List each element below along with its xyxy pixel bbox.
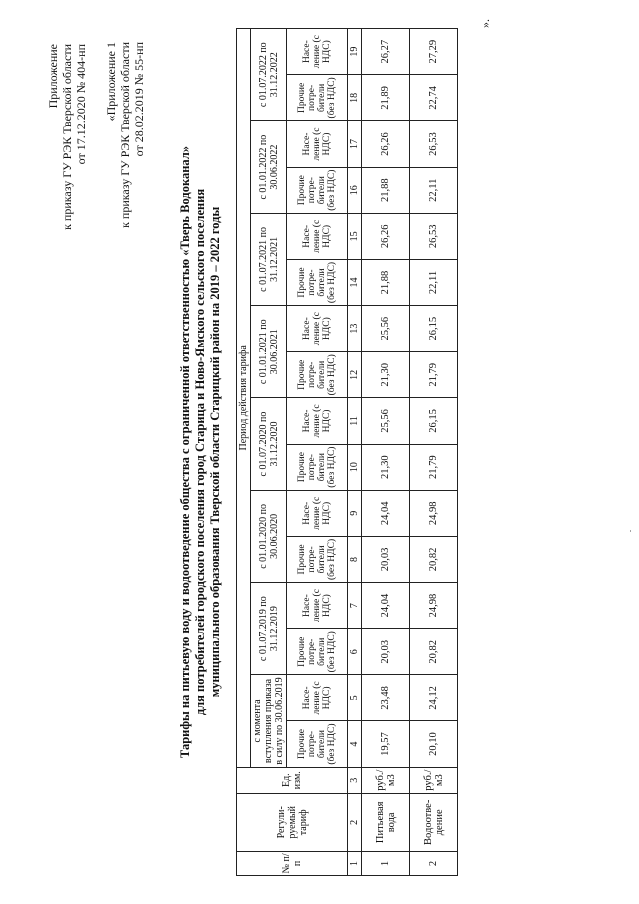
column-number: 15 [348,213,362,259]
closing-quote: ». [478,19,492,28]
period-header: с 01.07.2020 по 31.12.2020 [251,398,287,490]
table-row [410,29,458,876]
previous-appendix-block [104,42,146,344]
row-number: 1 [362,851,410,875]
column-number: 1 [348,851,362,875]
title-line: Тарифы на питьевую воду и водоотведение общества с ограниченной ответственностью «Тверь Водоканал» [178,145,192,759]
appendix-line: от 28.02.2019 № 55-нп [132,42,146,157]
sub-header-other: Прочие потре-бители (без НДС) [287,536,348,582]
sub-header-population: Насе-ление (с НДС) [287,306,348,352]
period-header: с 01.01.2022 по 30.06.2022 [251,121,287,213]
sub-header-population: Насе-ление (с НДС) [287,213,348,259]
table-cell: 21,88 [362,167,410,213]
sub-header-other: Прочие потре-бители (без НДС) [287,721,348,767]
column-number: 16 [348,167,362,213]
table-cell: 24,04 [362,583,410,629]
appendix-line: от 17.12.2020 № 404-нп [74,44,88,165]
sub-header-population: Насе-ление (с НДС) [287,583,348,629]
table-cell: 22,11 [410,167,458,213]
column-number: 3 [348,767,362,793]
sub-header-other: Прочие потре-бители (без НДС) [287,75,348,121]
table-cell: 20,03 [362,536,410,582]
column-number: 18 [348,75,362,121]
row-tariff-name: Водоотве-дение [410,793,458,851]
table-cell: 21,79 [410,352,458,398]
appendix-block [46,44,88,344]
table-cell: 24,98 [410,583,458,629]
table-cell: 23,48 [362,675,410,721]
column-number: 4 [348,721,362,767]
table-cell: 25,56 [362,306,410,352]
row-number: 2 [410,851,458,875]
table-cell: 26,53 [410,213,458,259]
sub-header-other: Прочие потре-бители (без НДС) [287,259,348,305]
column-number-row [348,29,362,876]
sub-header-other: Прочие потре-бители (без НДС) [287,167,348,213]
table-cell: 24,12 [410,675,458,721]
table-cell: 21,30 [362,444,410,490]
table-cell: 20,10 [410,721,458,767]
header-unit: Ед. изм. [237,767,348,793]
table-cell: 21,79 [410,444,458,490]
column-number: 19 [348,29,362,75]
table-cell: 26,27 [362,29,410,75]
table-cell: 26,15 [410,398,458,444]
table-cell: 25,56 [362,398,410,444]
period-header: с 01.01.2020 по 30.06.2020 [251,490,287,582]
sub-header-population: Насе-ление (с НДС) [287,29,348,75]
header-number: № п/п [237,851,348,875]
header-period: Период действия тарифа [237,29,251,768]
sub-header-population: Насе-ление (с НДС) [287,675,348,721]
document-title [178,0,223,904]
period-header: с 01.07.2021 по 31.12.2021 [251,213,287,305]
sub-header-other: Прочие потре-бители (без НДС) [287,629,348,675]
row-unit: руб./ м3 [410,767,458,793]
period-header: с 01.07.2019 по 31.12.2019 [251,583,287,675]
table-cell: 26,53 [410,121,458,167]
table-cell: 21,89 [362,75,410,121]
appendix-line: «Приложение 1 [104,42,118,122]
table-cell: 20,82 [410,629,458,675]
column-number: 7 [348,583,362,629]
table-cell: 26,26 [362,121,410,167]
column-number: 10 [348,444,362,490]
sub-header-other: Прочие потре-бители (без НДС) [287,352,348,398]
column-number: 14 [348,259,362,305]
column-number: 6 [348,629,362,675]
appendix-line: к приказу ГУ РЭК Тверской области [118,42,132,228]
table-cell: 19,57 [362,721,410,767]
row-tariff-name: Питьевая вода [362,793,410,851]
column-number: 17 [348,121,362,167]
table-cell: 20,82 [410,536,458,582]
table-cell: 26,15 [410,306,458,352]
title-line: муниципального образования Тверской области Старицкий район на 2019 – 2022 годы [208,206,222,698]
column-number: 9 [348,490,362,536]
table-cell: 21,30 [362,352,410,398]
sub-header-population: Насе-ление (с НДС) [287,121,348,167]
header-tariff: Регули-руемый тариф [237,793,348,851]
period-header: с 01.01.2021 по 30.06.2021 [251,306,287,398]
column-number: 8 [348,536,362,582]
table-cell: 20,03 [362,629,410,675]
appendix-line: Приложение [46,44,60,109]
tariff-table [236,28,458,876]
column-number: 5 [348,675,362,721]
row-unit: руб./ м3 [362,767,410,793]
period-header: с момента вступления приказа в силу по 30.06.2019 [251,675,287,767]
table-cell: 22,74 [410,75,458,121]
table-cell: 24,04 [362,490,410,536]
table-cell: 27,29 [410,29,458,75]
column-number: 11 [348,398,362,444]
table-cell: 22,11 [410,259,458,305]
column-number: 12 [348,352,362,398]
appendix-line: к приказу ГУ РЭК Тверской области [60,44,74,230]
sub-header-population: Насе-ление (с НДС) [287,398,348,444]
column-number: 13 [348,306,362,352]
table-row [362,29,410,876]
table-cell: 21,88 [362,259,410,305]
title-line: для потребителей городского поселения город Старица и Ново-Ямского сельского поселения [193,188,207,716]
sub-header-other: Прочие потре-бители (без НДС) [287,444,348,490]
period-header: с 01.07.2022 по 31.12.2022 [251,29,287,121]
column-number: 2 [348,793,362,851]
stray-mark: . [624,530,633,532]
table-cell: 26,26 [362,213,410,259]
table-cell: 24,98 [410,490,458,536]
sub-header-population: Насе-ление (с НДС) [287,490,348,536]
